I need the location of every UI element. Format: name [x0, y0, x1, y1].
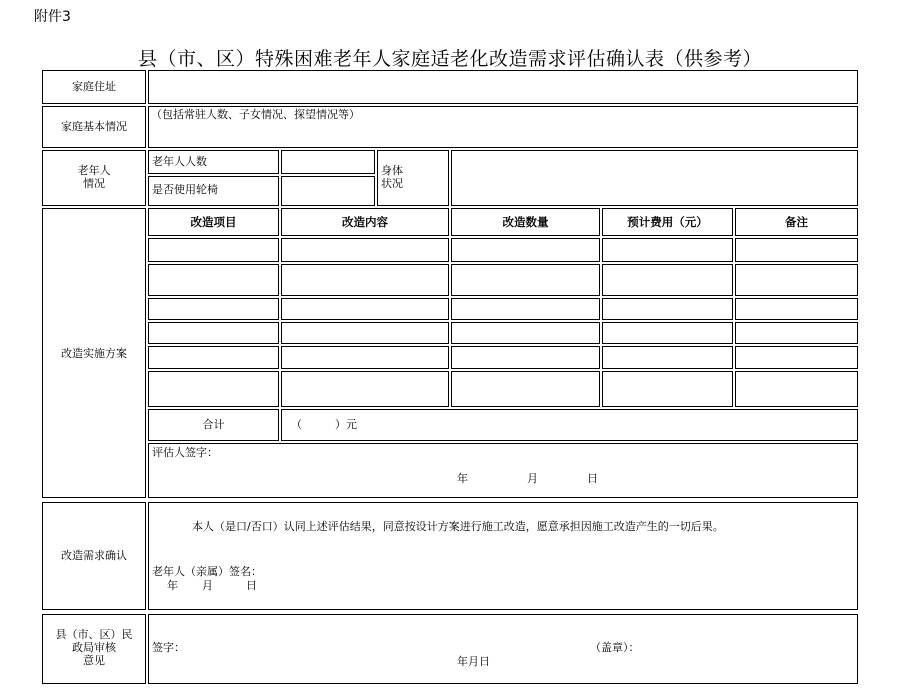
basic-label: 家庭基本情况 — [61, 120, 127, 133]
assessor-date-year: 年 — [457, 472, 468, 485]
plan-row-3-col-1[interactable] — [148, 298, 279, 320]
health-label-line1: 身体 — [381, 164, 403, 177]
plan-row-2-col-3[interactable] — [451, 264, 600, 296]
wheelchair-label: 是否使用轮椅 — [152, 183, 218, 196]
confirm-date-year: 年 — [167, 579, 178, 592]
total-label: 合计 — [202, 418, 225, 431]
plan-row-2-col-5[interactable] — [735, 264, 858, 296]
address-input-cell[interactable] — [148, 70, 858, 104]
elder-label-line1: 老年人 — [77, 164, 111, 177]
plan-row-6-col-5[interactable] — [735, 371, 858, 407]
plan-row-1-col-1[interactable] — [148, 238, 279, 262]
review-date: 年月日 — [457, 655, 490, 668]
elder-count-label: 老年人人数 — [152, 155, 207, 168]
assessor-date-month: 月 — [527, 472, 538, 485]
plan-row-6-col-1[interactable] — [148, 371, 279, 407]
plan-header-content: 改造内容 — [342, 215, 388, 229]
plan-row-6-col-2[interactable] — [281, 371, 449, 407]
basic-hint: （包括常驻人数、子女情况、探望情况等） — [151, 108, 360, 121]
plan-row-6-col-3[interactable] — [451, 371, 600, 407]
plan-row-5-col-3[interactable] — [451, 346, 600, 369]
plan-row-4-col-3[interactable] — [451, 322, 600, 344]
attachment-label: 附件3 — [34, 9, 71, 25]
assessor-cell[interactable] — [148, 443, 858, 498]
plan-row-4-col-5[interactable] — [735, 322, 858, 344]
review-label-line3: 意见 — [83, 654, 105, 667]
total-value: （ ）元 — [291, 418, 357, 431]
plan-row-5-col-5[interactable] — [735, 346, 858, 369]
wheelchair-input[interactable] — [281, 176, 375, 206]
plan-row-3-col-4[interactable] — [602, 298, 733, 320]
assessor-sign-label: 评估人签字： — [152, 446, 218, 459]
plan-header-item: 改造项目 — [190, 215, 237, 229]
plan-row-5-col-4[interactable] — [602, 346, 733, 369]
plan-row-1-col-4[interactable] — [602, 238, 733, 262]
confirm-date-day: 日 — [246, 579, 257, 592]
plan-label: 改造实施方案 — [61, 347, 127, 360]
plan-row-3-col-2[interactable] — [281, 298, 449, 320]
address-label: 家庭住址 — [72, 80, 116, 93]
plan-header-quantity: 改造数量 — [502, 215, 549, 229]
confirm-statement: 本人（是口/否口）认同上述评估结果，同意按设计方案进行施工改造，愿意承担因施工改造产生的一切后果。 — [192, 520, 724, 533]
plan-row-4-col-1[interactable] — [148, 322, 279, 344]
review-seal-label: （盖章）： — [590, 641, 640, 654]
review-content-cell[interactable] — [148, 614, 858, 684]
plan-row-1-col-3[interactable] — [451, 238, 600, 262]
review-label-line2: 政局审核 — [72, 641, 116, 654]
confirm-date-month: 月 — [202, 579, 213, 592]
confirm-signer-label: 老年人（亲属）签名： — [152, 565, 262, 578]
plan-row-5-col-1[interactable] — [148, 346, 279, 369]
health-input[interactable] — [451, 150, 858, 206]
confirm-label: 改造需求确认 — [61, 549, 127, 562]
assessor-date-day: 日 — [587, 472, 598, 485]
review-label-line1: 县（市、区）民 — [55, 628, 133, 641]
plan-row-2-col-2[interactable] — [281, 264, 449, 296]
form-title: 县（市、区）特殊困难老年人家庭适老化改造需求评估确认表（供参考） — [137, 48, 762, 70]
plan-row-4-col-4[interactable] — [602, 322, 733, 344]
plan-row-6-col-4[interactable] — [602, 371, 733, 407]
plan-header-cost: 预计费用（元） — [627, 215, 708, 229]
confirm-content-cell[interactable] — [148, 502, 858, 610]
plan-row-3-col-3[interactable] — [451, 298, 600, 320]
plan-row-1-col-2[interactable] — [281, 238, 449, 262]
plan-row-5-col-2[interactable] — [281, 346, 449, 369]
total-value-cell[interactable] — [281, 409, 858, 441]
review-sign-label: 签字： — [152, 641, 185, 654]
plan-row-1-col-5[interactable] — [735, 238, 858, 262]
plan-row-3-col-5[interactable] — [735, 298, 858, 320]
plan-row-2-col-1[interactable] — [148, 264, 279, 296]
elder-count-input[interactable] — [281, 150, 375, 174]
elder-label-line2: 情况 — [83, 177, 105, 190]
health-label-line2: 状况 — [381, 177, 403, 190]
plan-header-note: 备注 — [785, 215, 808, 229]
plan-row-2-col-4[interactable] — [602, 264, 733, 296]
plan-row-4-col-2[interactable] — [281, 322, 449, 344]
